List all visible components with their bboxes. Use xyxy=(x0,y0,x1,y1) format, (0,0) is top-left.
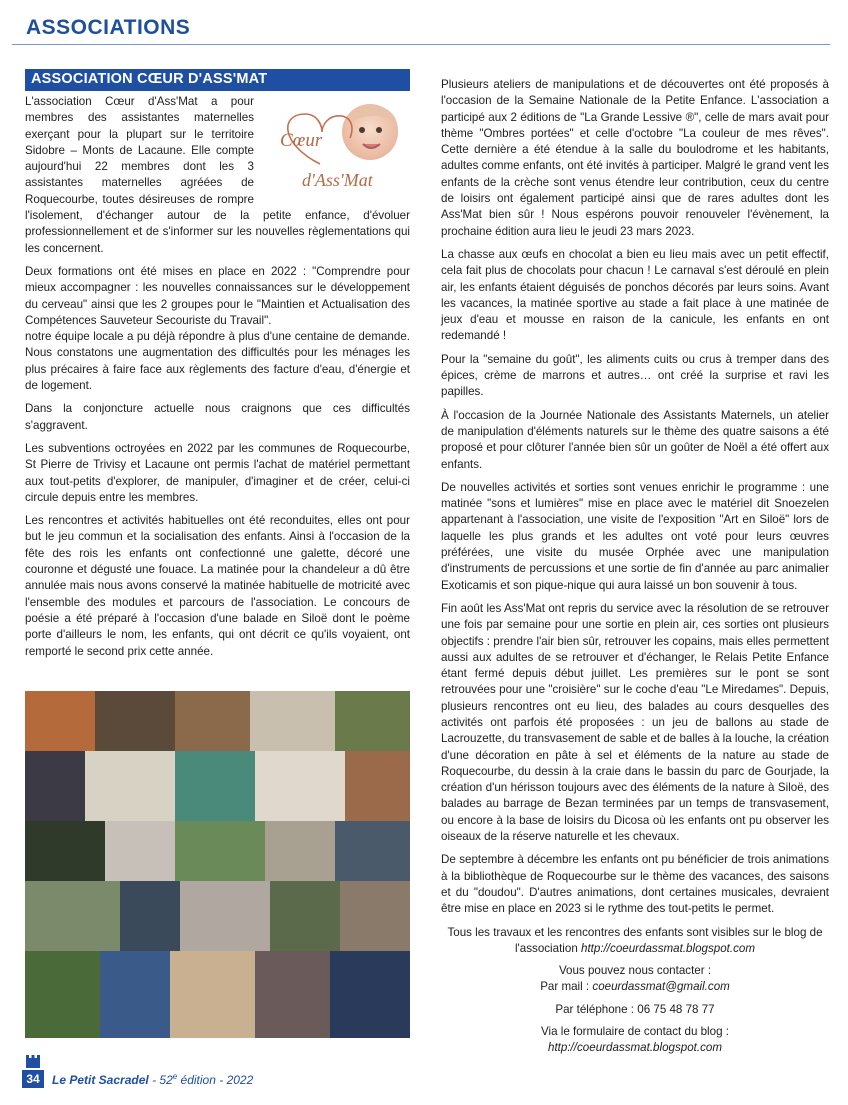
page-section-title: ASSOCIATIONS xyxy=(26,16,191,39)
baby-eye-right xyxy=(376,127,382,133)
paragraph-subventions: Les subventions octroyées en 2022 par les communes de Roquecourbe, St Pierre de Trivisy et Lacaune ont permis l'achat de matériel permettant aux tout-petits d'explorer, de manipuler, d'imaginer et de créer, celui-ci circule depuis entre les membres. xyxy=(25,441,410,504)
collage-photo xyxy=(255,751,345,821)
contact-block xyxy=(441,925,829,1057)
logo-word-coeur: Cœur xyxy=(280,130,323,151)
right-column xyxy=(441,77,829,1057)
phone-label: Par téléphone : xyxy=(555,1002,635,1016)
paragraph-rencontres: Les rencontres et activités habituelles ont été reconduites, elles ont pour but le jeu commun et la socialisation des enfants. Ainsi à l'occasion de la fête des rois les enfants ont confectionné une galette, décoré une couronne et dégusté une fouace. La matinée pour la chandeleur a dû être annulée mais nous avons conservé la matinée habituelle de motricité avec l'ensemble des modules et parcours de l'association. Le concours de poésie a été préparé à l'occasion d'une balade en Siloë dont le poème porte d'ailleurs le nom, les enfants, qui ont décrit ce qu'ils voyaient, ont remporté le second prix cette année. xyxy=(25,514,410,658)
blog-text: Tous les travaux et les rencontres des enfants sont visibles sur le blog de l'association xyxy=(447,925,823,955)
collage-photo xyxy=(95,691,175,751)
intro-block xyxy=(25,94,410,257)
collage-photo xyxy=(25,821,105,881)
header-divider xyxy=(12,44,830,45)
collage-photo xyxy=(25,691,95,751)
intro-paragraph: L'association Cœur d'Ass'Mat a pour membres des assistantes maternelles exerçant pour la plupart sur le territoire Sidobre – Monts de Lacaune. Elle compte aujourd'hui 22 membres dont les 3 assistantes maternelles agréées de Roquecourbe, toutes désireuses de rompre l'isolement, d'échanger autour de la petite enfance, d'évoluer professionnellement et de s'informer sur les nouvelles règlementations qui les concernent. xyxy=(25,95,410,255)
collage-photo xyxy=(255,951,330,1038)
collage-photo xyxy=(120,881,180,951)
paragraph-semaine-gout: Pour la "semaine du goût", les aliments cuits ou crus à tremper dans des épices, crème de marrons et autres… ont créé la surprise et ravi les papilles. xyxy=(441,352,829,399)
collage-photo xyxy=(170,951,255,1038)
collage-photo xyxy=(85,751,175,821)
collage-photo xyxy=(100,951,170,1038)
paragraph-chasse-oeufs: La chasse aux œufs en chocolat a bien eu lieu mais avec un petit effectif, cela fait plus de chocolats pour chacun ! Le carnaval s'est déroulé en plein air, les enfants étaient déguisés de ponchos décorés par leurs soins. Avant les vacances, la matinée sportive au stade a fait place à une matinée de jeux d'eau et mousse en raison de la canicule, les enfants en ont redemandé ! xyxy=(441,247,829,343)
phone-number: 06 75 48 78 77 xyxy=(637,1002,715,1016)
logo-word-assmat: d'Ass'Mat xyxy=(302,170,373,190)
collage-photo xyxy=(250,691,335,751)
collage-photo xyxy=(340,881,410,951)
form-link[interactable]: http://coeurdassmat.blogspot.com xyxy=(548,1041,722,1055)
publication-name: Le Petit Sacradel xyxy=(52,1072,149,1087)
collage-photo xyxy=(265,821,335,881)
collage-photo xyxy=(345,751,410,821)
edition-prefix: - 52 xyxy=(152,1072,173,1087)
collage-photo xyxy=(330,951,410,1038)
baby-eye-left xyxy=(359,127,365,133)
town-crest-icon xyxy=(24,1054,42,1068)
page-number-badge xyxy=(22,1070,44,1088)
paragraph-equipe-locale: notre équipe locale a pu déjà répondre à plus d'une centaine de demande. Nous constatons une augmentation des difficultés pour les ménages les plus précaires à faire face aux règlements des facture d'eau, d'énergie et de logement. xyxy=(25,330,410,393)
mail-link[interactable]: coeurdassmat@gmail.com xyxy=(592,980,730,994)
collage-photo xyxy=(270,881,340,951)
article-title: ASSOCIATION CŒUR D'ASS'MAT xyxy=(25,69,410,91)
page-footer xyxy=(22,1068,253,1090)
paragraph-septembre-decembre: De septembre à décembre les enfants ont pu bénéficier de trois animations à la bibliothèque de Roquecourbe sur le thème des vacances, des saisons et du "doudou". D'autres animations, dont certaines musicales, devraient être mise en place en 2023 si le rythme des tout-petits le permet. xyxy=(441,853,829,916)
collage-photo xyxy=(175,691,250,751)
edition-superscript: e xyxy=(172,1071,178,1081)
collage-photo xyxy=(180,881,270,951)
association-logo xyxy=(260,94,410,202)
collage-photo xyxy=(335,691,410,751)
collage-photo xyxy=(175,821,265,881)
contact-intro: Vous pouvez nous contacter : xyxy=(558,964,712,978)
collage-photo xyxy=(175,751,255,821)
form-url-line xyxy=(441,1040,829,1056)
phone-line xyxy=(441,1002,829,1018)
paragraph-ateliers: Plusieurs ateliers de manipulations et de découvertes ont été proposés à l'occasion de la Semaine Nationale de la Petite Enfance. L'association a participé aux 2 éditions de "La Grande Lessive ®", celle de mars avait pour thème "Ombres portées" et celle d'octobre "La couleur de mes rêves". Cette dernière a été étendue à la salle du boulodrome et les habitants, adultes comme enfants, ont été invités à participer. Malgré le grand vent les enfants de la crèche sont venus étendre leur contribution, ceux du centre de loisirs ont également participé ainsi que de rares adultes dont les Ass'Mat bien sûr ! Nous espérons pouvoir renouveler l'évènement, la prochaine édition aura lieu le jeudi 23 mars 2023. xyxy=(441,78,829,238)
edition-suffix: édition - 2022 xyxy=(177,1072,254,1087)
blog-line xyxy=(441,925,829,958)
collage-photo xyxy=(25,881,120,951)
collage-photo xyxy=(105,821,175,881)
blog-link[interactable]: http://coeurdassmat.blogspot.com xyxy=(581,941,756,955)
form-line: Via le formulaire de contact du blog : xyxy=(541,1025,729,1039)
mail-label: Par mail : xyxy=(540,980,590,994)
logo-graphic xyxy=(260,94,410,202)
publication-credit xyxy=(52,1072,253,1087)
paragraph-journee-nationale: À l'occasion de la Journée Nationale des Assistants Maternels, un atelier de manipulation d'éléments naturels sur le thème des quatre saisons a été proposé et pour clôturer l'année bien sûr un goûter de Noël a été offert aux enfants. xyxy=(441,408,829,471)
paragraph-formations: Deux formations ont été mises en place en 2022 : "Comprendre pour mieux accompagner : les nouvelles connaissances sur le développement du cerveau" ainsi que les 2 groupes pour le "Maintien et Actualisation des Compétences Sauveteur Secouriste du Travail". xyxy=(25,264,410,327)
page-number: 34 xyxy=(26,1072,40,1086)
paragraph-fin-aout: Fin août les Ass'Mat ont repris du service avec la résolution de se retrouver une fois par semaine pour une sortie en plein air, ces sorties ont plusieurs objectifs : prendre l'air bien sûr, retrouver les copains, mais elles permettent aussi aux adultes de se retrouver et d'échanger, le Relais Petite Enfance étant fermé depuis début juillet. Les premières sur le pont se sont retrouvées pour une "croisière" sur le coche d'eau "Le Miredames". Depuis, plusieurs rencontres ont eu lieu, des balades au cours desquelles des activités ont parfois été proposées : un jeu de ballons au stade de Lacrouzette, du transvasement de sable et de balles à la louche, la création d'une décoration en pâte à sel et éléments de la nature au stade de Roquecourbe, du dessin à la craie dans le bassin du parc de Gourjade, la création d'un hérisson toujours avec des éléments de la nature à Siloë, des balades au barrage de Bezan terminées par un temps de transvasement, ou encore à la base de loisirs du Dicosa où les enfants ont pu observer les oiseaux de la réserve naturelle et les chevaux. xyxy=(441,601,829,844)
mail-line xyxy=(441,979,829,995)
paragraph-conjoncture: Dans la conjoncture actuelle nous craignons que ces difficultés s'aggravent. xyxy=(25,402,410,432)
collage-photo xyxy=(335,821,410,881)
photo-collage xyxy=(25,691,410,1038)
left-column xyxy=(25,69,410,667)
paragraph-nouvelles-activites: De nouvelles activités et sorties sont venues enrichir le programme : une matinée "sons et lumières" mise en place avec le matériel dit Snoezelen appartenant à l'association, une visite de l'exposition "Art en Siloë" lors de laquelle les plus grands et les adultes ont voté pour leurs œuvres préférées, une visite du musée Orphée avec une manipulation d'instruments de percussions et une sortie de fin d'année au parc animalier Exoticamis et son pique-nique qui aura laissé un bon souvenir à tous. xyxy=(441,480,829,592)
collage-photo xyxy=(25,751,85,821)
collage-photo xyxy=(25,951,100,1038)
